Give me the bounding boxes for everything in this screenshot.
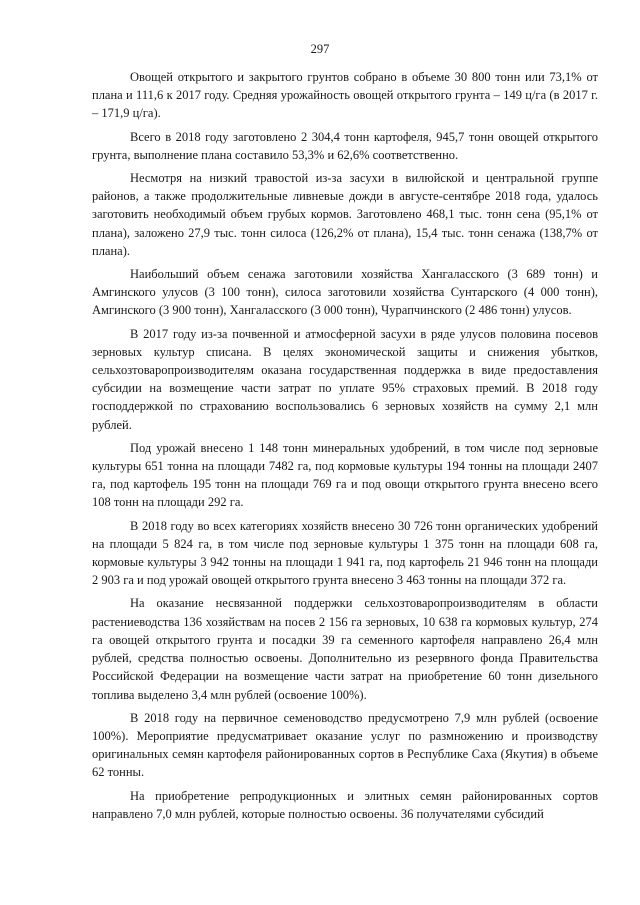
- paragraph-unrelated-support: На оказание несвязанной поддержки сельхозтоваропроизводителям в области растениеводства 136 хозяйствам на посев 2 156 га зерновых, 10 638 га кормовых культур, 274 га овощей открытого грунта и посадки 39 га семенного картофеля направлено 26,4 млн рублей, средства полностью освоены. Дополнительно из резервного фонда Правительства Российской Федерации на возмещение части затрат на приобретение 60 тонн дизельного топлива выделено 3,4 млн рублей (освоение 100%).: [92, 596, 598, 702]
- paragraph-elite-seeds: На приобретение репродукционных и элитных семян районированных сортов направлено 7,0 млн рублей, которые полностью освоены. 36 получателями субсидий: [92, 788, 598, 821]
- paragraph-seed-production: В 2018 году на первичное семеноводство предусмотрено 7,9 млн рублей (освоение 100%). Мероприятие предусматривает оказание услуг по размножению и производству оригинальных семян картофеля районированных сортов в Республике Саха (Якутия) в объеме 62 тонны.: [92, 710, 598, 780]
- paragraph-haylage-silage: Наибольший объем сенажа заготовили хозяйства Хангаласского (3 689 тонн) и Амгинского улусов (3 100 тонн), силоса заготовили хозяйства Сунтарского (4 000 тонн), Амгинского (3 900 тонн), Хангаласского (3 000 тонн), Чурапчинского (2 486 тонн) улусов.: [92, 267, 598, 318]
- body-text: [92, 68, 598, 828]
- page-number: 297: [310, 42, 330, 56]
- paragraph-potato-storage: Всего в 2018 году заготовлено 2 304,4 тонн картофеля, 945,7 тонн овощей открытого грунта, выполнение плана составило 53,3% и 62,6% соответственно.: [92, 129, 598, 162]
- paragraph-mineral-fertilizers: Под урожай внесено 1 148 тонн минеральных удобрений, в том числе под зерновые культуры 651 тонна на площади 7482 га, под кормовые культуры 194 тонны на площади 2407 га, под картофель 195 тонн на площади 769 га и под овощи открытого грунта внесено всего 108 тонн на площади 292 га.: [92, 440, 598, 510]
- paragraph-organic-fertilizers: В 2018 году во всех категориях хозяйств внесено 30 726 тонн органических удобрений на площади 5 824 га, в том числе под зерновые культуры 1 375 тонн на площади 608 га, кормовые культуры 3 942 тонны на площади 1 941 га, под картофель 21 946 тонн на площади 2 903 га и под урожай овощей открытого грунта внесено 3 463 тонны на площади 372 га.: [92, 518, 598, 588]
- paragraph-vegetables-harvest: Овощей открытого и закрытого грунтов собрано в объеме 30 800 тонн или 73,1% от плана и 111,6 к 2017 году. Средняя урожайность овощей открытого грунта – 149 ц/га (в 2017 г. – 171,9 ц/га).: [92, 70, 598, 121]
- paragraph-drought-insurance: В 2017 году из-за почвенной и атмосферной засухи в ряде улусов половина посевов зерновых культур списана. В целях экономической защиты и снижения убытков, сельхозтоваропроизводителям оказана государственная поддержка в виде предоставления субсидии на возмещение части затрат по уплате 95% страховых премий. В 2018 году господдержкой по страхованию воспользовались 6 зерновых хозяйств на сумму 2,1 млн рублей.: [92, 326, 598, 432]
- paragraph-fodder-harvest: Несмотря на низкий травостой из-за засухи в вилюйской и центральной группе районов, а также продолжительные ливневые дожди в августе-сентябре 2018 года, удалось заготовить необходимый объем грубых кормов. Заготовлено 468,1 тыс. тонн сена (95,1% от плана), заложено 27,9 тыс. тонн силоса (126,2% от плана), 15,4 тыс. тонн сенажа (138,7% от плана).: [92, 171, 598, 258]
